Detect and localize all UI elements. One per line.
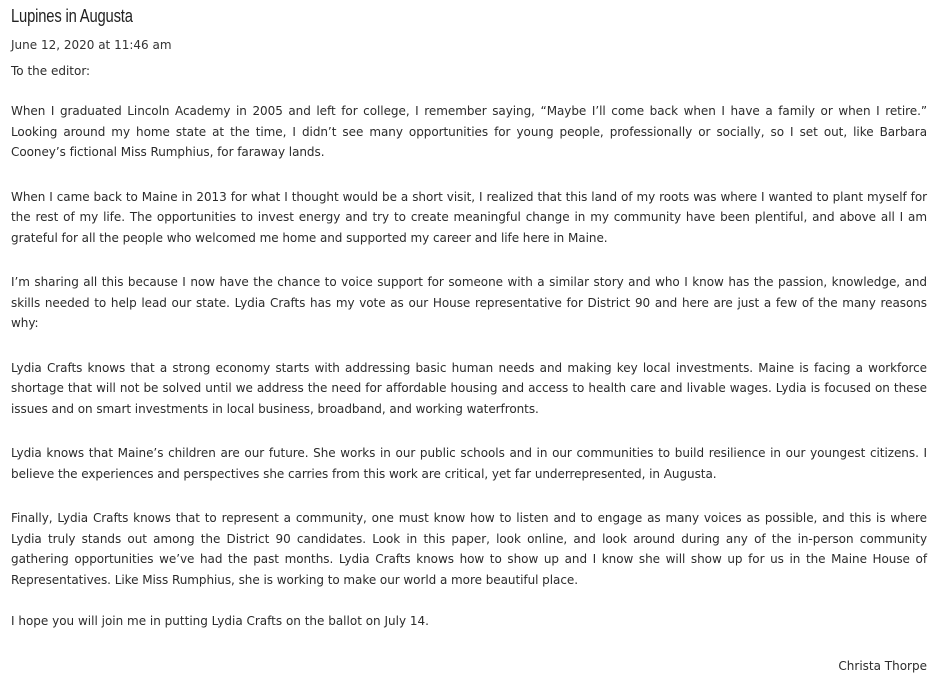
body-paragraph-5: Lydia knows that Maine’s children are our future. She works in our public schools and in our communities to build resilience in our youngest citizens. I believe the experiences and perspectives she carries from this work are critical, yet far underrepresented, in Augusta.: [11, 446, 927, 481]
article-title: Lupines in Augusta: [11, 6, 133, 26]
salutation: To the editor:: [11, 64, 91, 78]
closing-line: I hope you will join me in putting Lydia Crafts on the ballot on July 14.: [11, 614, 429, 628]
body-paragraph-1: When I graduated Lincoln Academy in 2005 and left for college, I remember saying, “Maybe I’ll come back when I have a family or when I retire.” Looking around my home state at the time, I didn’t see many opportunities for young people, professionally or socially, so I set out, like Barbara Cooney’s fictional Miss Rumphius, for faraway lands.: [11, 104, 927, 159]
body-paragraph-6: Finally, Lydia Crafts knows that to represent a community, one must know how to listen and to engage as many voices as possible, and this is where Lydia truly stands out among the District 90 candidates. Look in this paper, look online, and look around during any of the in-person community gathering opportunities we’ve had the past months. Lydia Crafts knows how to show up and I know she will show up for us in the Maine House of Representatives. Like Miss Rumphius, she is working to make our world a more beautiful place.: [11, 511, 927, 587]
letter-article: [11, 0, 927, 676]
body-paragraph-4: Lydia Crafts knows that a strong economy starts with addressing basic human needs and making key local investments. Maine is facing a workforce shortage that will not be solved until we address the need for affordable housing and access to health care and livable wages. Lydia is focused on these issues and on smart investments in local business, broadband, and working waterfronts.: [11, 360, 927, 416]
body-paragraph-2: When I came back to Maine in 2013 for what I thought would be a short visit, I realized that this land of my roots was where I wanted to plant myself for the rest of my life. The opportunities to invest energy and try to create meaningful change in my community have been plentiful, and above all I am grateful for all the people who welcomed me home and supported my career and life here in Maine.: [11, 189, 927, 245]
body-paragraph-3: I’m sharing all this because I now have the chance to voice support for someone with a similar story and who I know has the passion, knowledge, and skills needed to help lead our state. Lydia Crafts has my vote as our House representative for District 90 and here are just a few of the many reasons why:: [11, 275, 927, 330]
signature: Christa Thorpe: [838, 659, 927, 673]
article-date: June 12, 2020 at 11:46 am: [11, 38, 172, 52]
